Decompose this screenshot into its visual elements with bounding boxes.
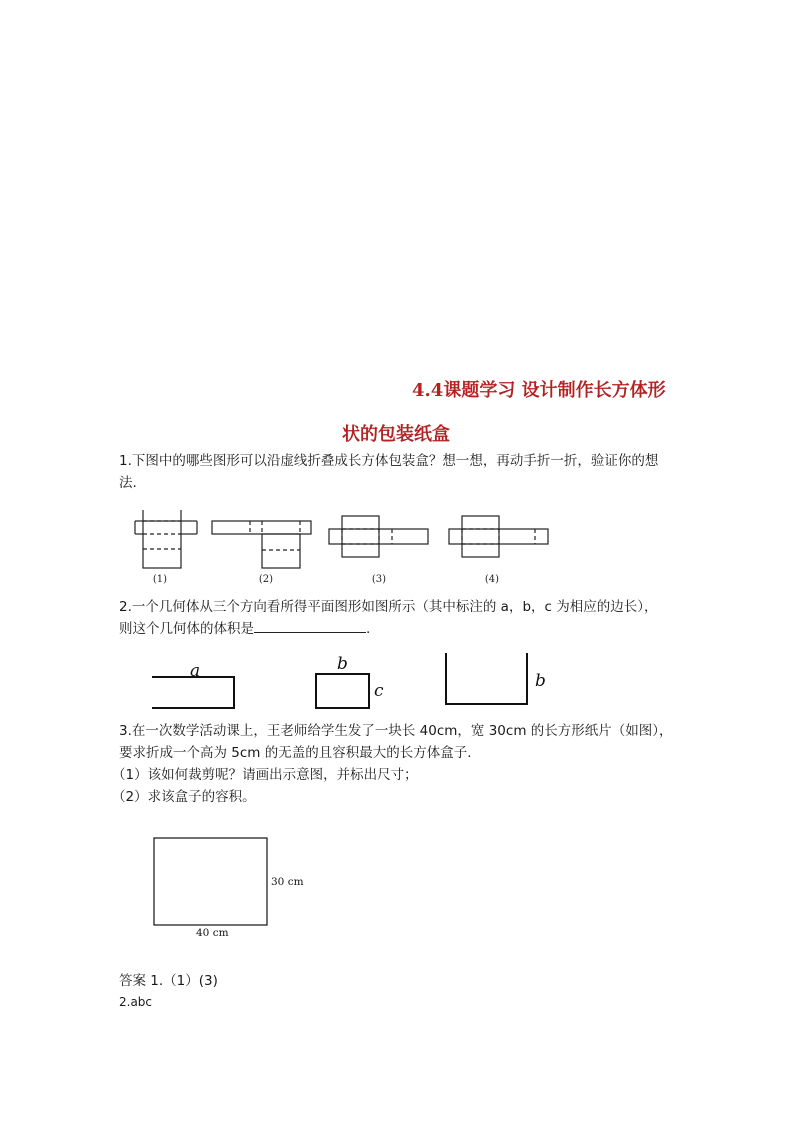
label-30cm: 30 cm <box>271 876 304 888</box>
q3-text-line2: 要求折成一个高为 5cm 的无盖的且容积最大的长方体盒子. <box>119 745 472 761</box>
q3-sub-1: （1）该如何裁剪呢？请画出示意图，并标出尺寸； <box>112 767 418 783</box>
answers-line2: 2.abc <box>119 995 153 1009</box>
net-3 <box>329 516 428 557</box>
q1-text-line1: 1.下图中的哪些图形可以沿虚线折叠成长方体包装盒？想一想，再动手折一折，验证你的想 <box>119 453 659 469</box>
net-2 <box>212 521 311 568</box>
q2-text-line2 <box>119 618 370 640</box>
q2-label-b-side: b <box>535 671 546 691</box>
title-line-2: 状的包装纸盒 <box>342 424 450 445</box>
q2-label-a: a <box>190 661 201 681</box>
title-line-1: 4.4课题学习 设计制作长方体形 <box>412 380 666 401</box>
net-label-4: (4) <box>484 574 500 585</box>
net-label-2: (2) <box>258 574 274 585</box>
net-4 <box>449 516 548 557</box>
q2-suffix: . <box>366 621 371 637</box>
q2-text-line1: 2.一个几何体从三个方向看所得平面图形如图所示（其中标注的 a，b，c 为相应的边长）， <box>119 599 658 615</box>
q2-label-c: c <box>374 681 384 701</box>
answer-blank <box>254 618 366 633</box>
q3-text-line1: 3.在一次数学活动课上，王老师给学生发了一块长 40cm，宽 30cm 的长方形纸片（如图）， <box>119 723 673 739</box>
q1-text-line2: 法. <box>119 475 137 491</box>
q2-label-b-top: b <box>337 654 348 674</box>
net-1 <box>135 510 197 568</box>
net-label-1: (1) <box>152 574 168 585</box>
paper-rectangle <box>154 838 267 925</box>
label-40cm: 40 cm <box>196 927 229 939</box>
answers-line1: 答案 1.（1）(3) <box>119 973 218 989</box>
q2-prefix: 则这个几何体的体积是 <box>119 621 254 637</box>
net-label-3: (3) <box>371 574 387 585</box>
q3-sub-2: （2）求该盒子的容积。 <box>112 789 256 805</box>
